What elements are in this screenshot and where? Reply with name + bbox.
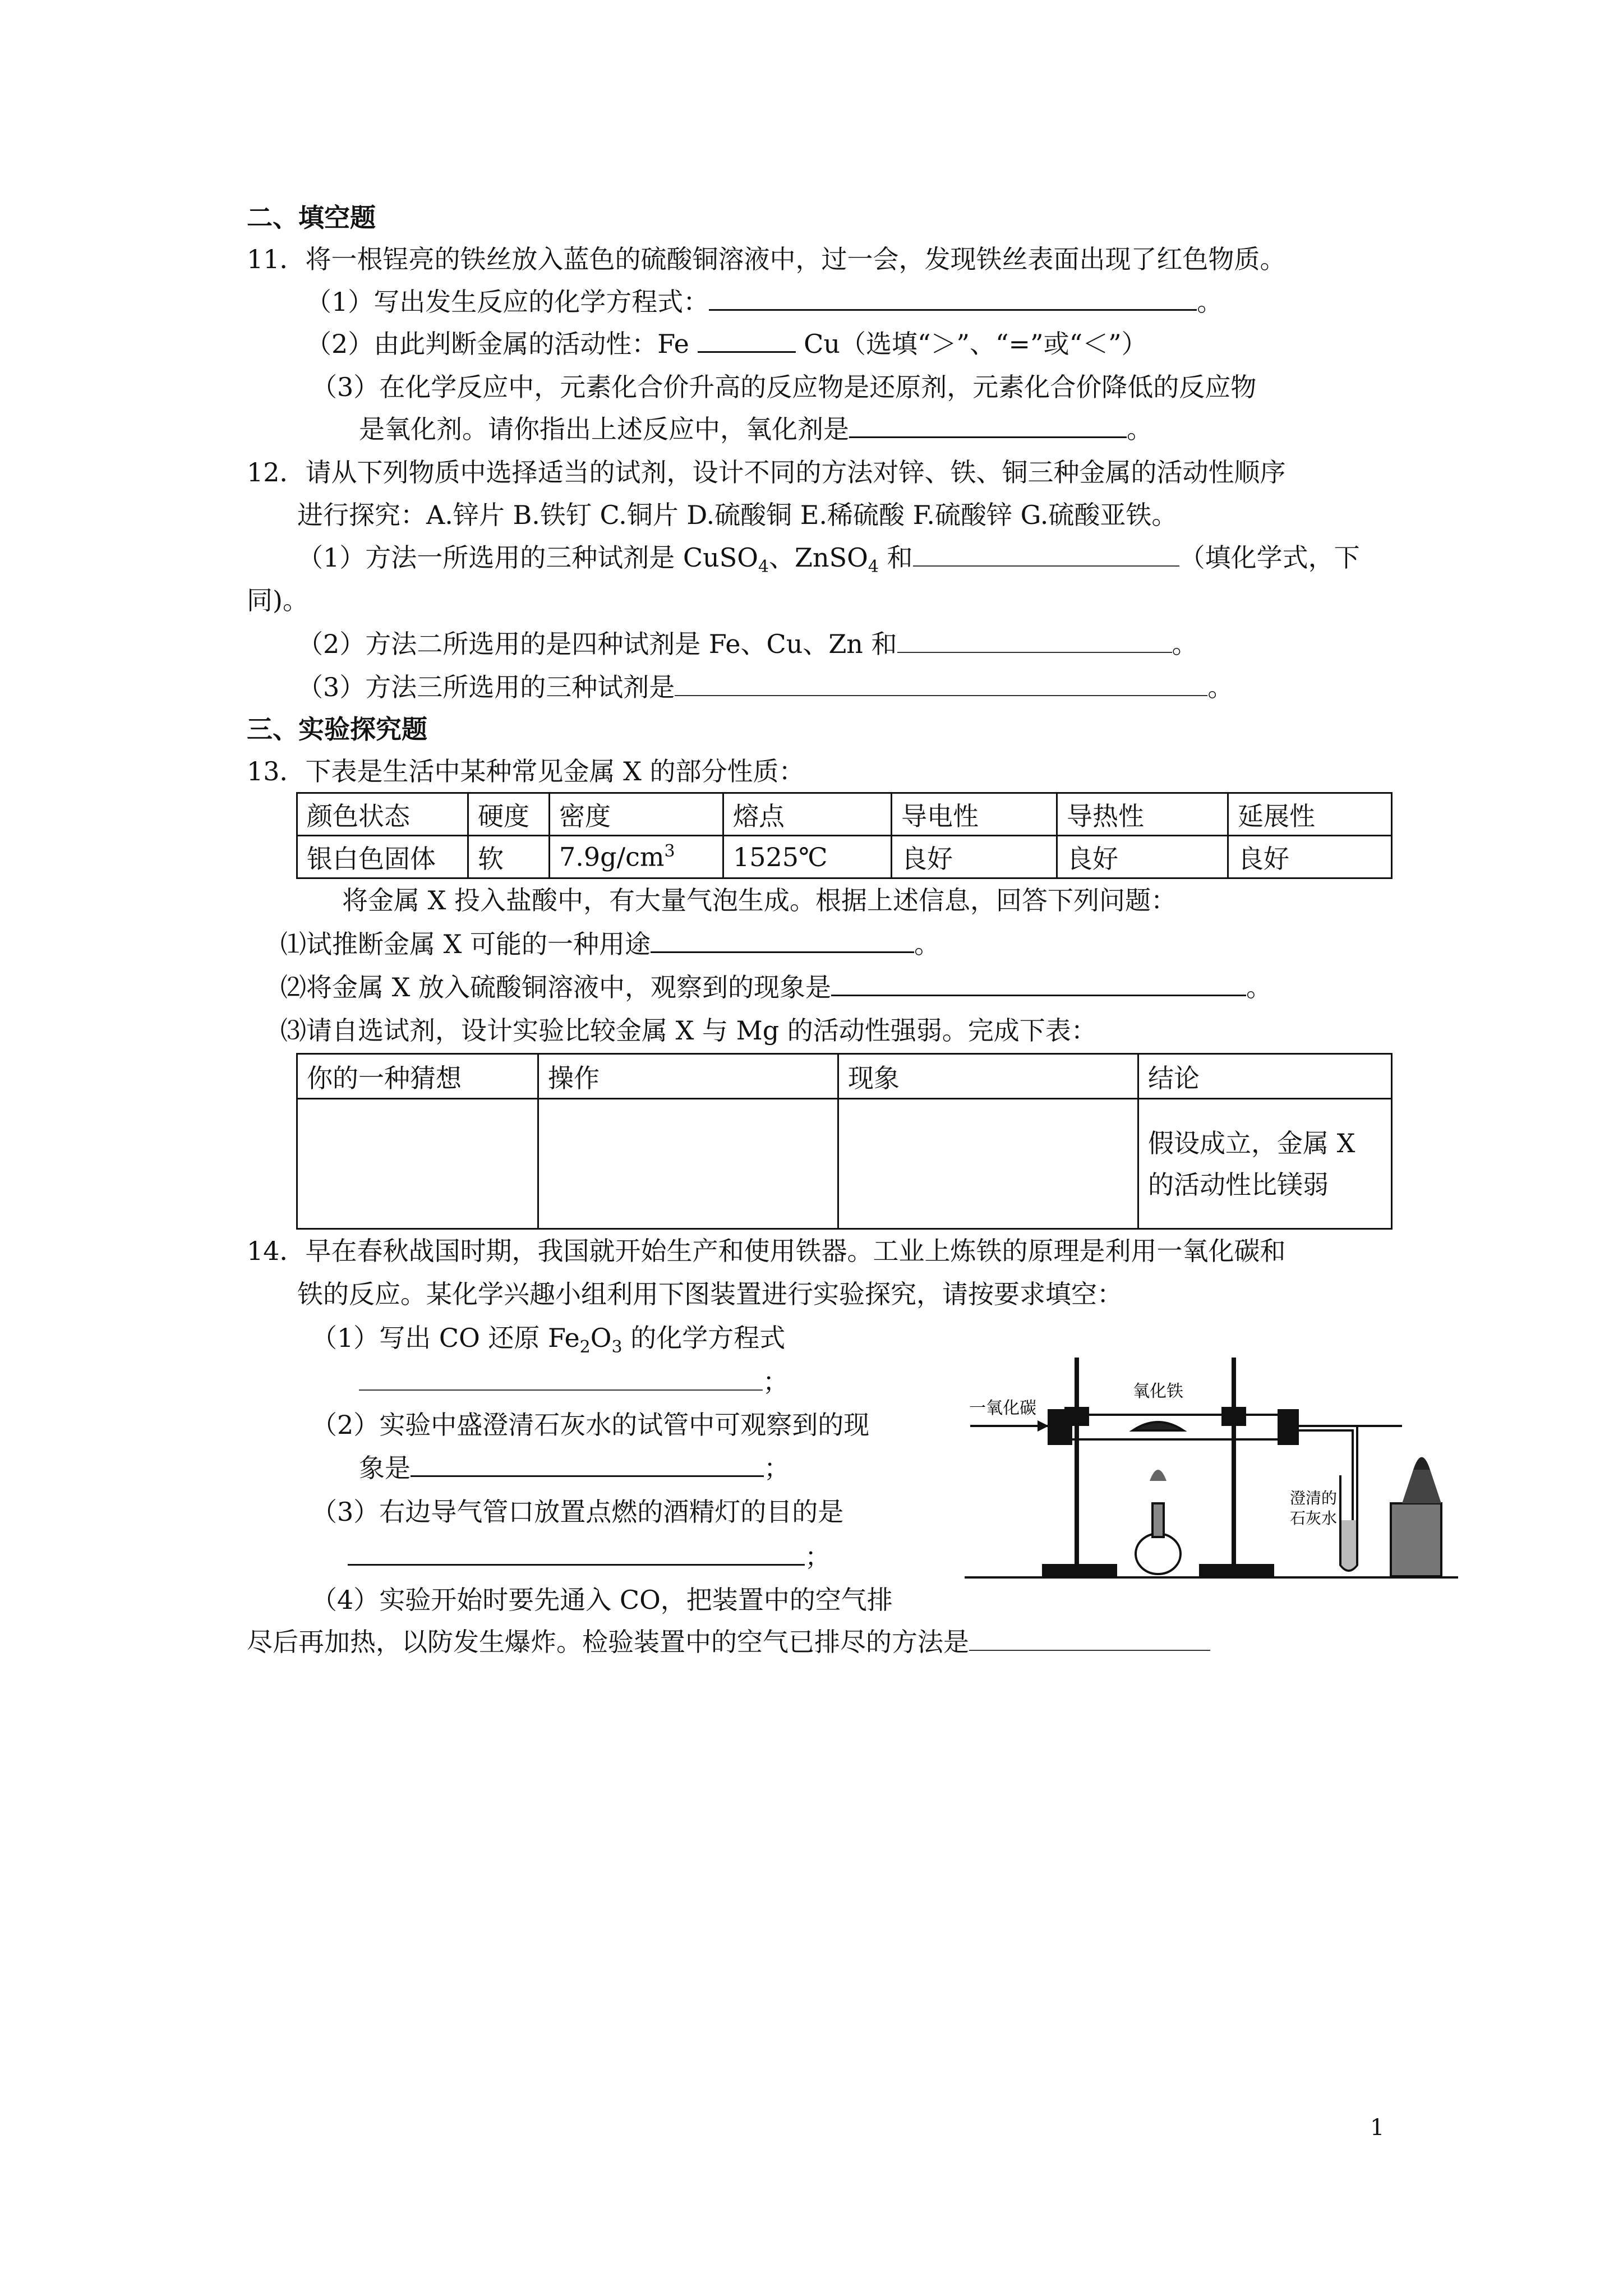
table-header-cell: 结论 [1138,1054,1392,1099]
q13-part1 [280,927,940,961]
q11-part1 [306,285,1223,319]
q13-answer-blank-2[interactable] [831,972,1246,996]
q14-part1-sub1: 2 [579,1337,591,1358]
table-row [297,1054,1392,1099]
q11-part3-line1: （3）在化学反应中，元素化合价升高的反应物是还原剂，元素化合价降低的反应物 [311,372,1257,402]
q12-part2-text: （2）方法二所选用的是四种试剂是 Fe、Cu、Zn 和 [297,629,897,659]
right-stand-base [1200,1565,1273,1577]
q14-part3: （3）右边导气管口放置点燃的酒精灯的目的是 [311,1497,844,1527]
table-row [297,793,1392,836]
table-header-cell: 熔点 [723,793,892,836]
q13-part2-end: 。 [1246,972,1272,1002]
alcohol-lamp-flame [1413,1457,1430,1470]
label-limewater-2: 石灰水 [1290,1509,1338,1527]
q14-part1-sub2: 3 [611,1337,623,1358]
table-cell-density [550,836,723,878]
q12-part1-text-b: 、ZnSO [769,542,868,573]
table-header-cell: 密度 [550,793,723,836]
alcohol-lamp-top [1402,1470,1441,1503]
q14-part1 [311,1321,785,1364]
q14-part1-text-b: O [590,1323,612,1353]
left-stand-base [1043,1565,1116,1577]
q13-experiment-table [296,1053,1393,1230]
table-row [297,1099,1392,1229]
q14-part4-line1: （4）实验开始时要先通入 CO，把装置中的空气排 [311,1585,893,1615]
q12-part3-end: 。 [1207,672,1234,702]
q12-part1-text-d: （填化学式，下 [1179,542,1360,573]
iron-oxide-powder [1133,1422,1183,1430]
table-cell: 良好 [1057,836,1228,878]
q12-part2 [297,627,1198,661]
q14-part3-answer-line [348,1540,831,1573]
q14-part2-end: ； [764,1453,790,1483]
q14-part2-line2 [359,1451,790,1485]
density-value: 7.9g/cm [559,841,665,872]
q12-answer-blank-1[interactable] [913,543,1179,567]
q11-part3-line2 [359,412,1152,446]
q11-stem: 11．将一根锃亮的铁丝放入蓝色的硫酸铜溶液中，过一会，发现铁丝表面出现了红色物质。 [247,244,1286,274]
q13-stem: 13．下表是生活中某种常见金属 X 的部分性质： [247,756,805,786]
q14-stem-line2: 铁的反应。某化学兴趣小组利用下图装置进行实验探究，请按要求填空： [297,1279,1123,1309]
q13-part3: ⑶请自选试剂，设计实验比较金属 X 与 Mg 的活动性强弱。完成下表： [280,1015,1097,1046]
q13-part2-text: ⑵将金属 X 放入硫酸铜溶液中，观察到的现象是 [280,972,831,1002]
right-stopper [1279,1410,1298,1444]
q14-answer-blank-4[interactable] [969,1627,1210,1651]
operation-answer-cell[interactable] [538,1099,838,1229]
table-header-cell: 导热性 [1057,793,1228,836]
q14-answer-blank-2[interactable] [411,1453,764,1477]
q12-part1 [297,541,1360,584]
table-header-cell: 操作 [538,1054,838,1099]
q12-answer-blank-3[interactable] [675,673,1207,696]
left-stopper [1049,1410,1071,1444]
q13-part1-text: ⑴试推断金属 X 可能的一种用途 [280,929,651,959]
q12-stem-line2: 进行探究：A.锌片 B.铁钉 C.铜片 D.硫酸铜 E.稀硫酸 F.硫酸锌 G.硫酸亚铁。 [297,500,1178,530]
burner-body [1136,1534,1181,1574]
co-reduction-apparatus-figure [965,1335,1458,1582]
section-2-title: 二、填空题 [247,203,376,233]
section-3-title: 三、实验探究题 [247,714,427,744]
q14-part1-text-c: 的化学方程式 [622,1323,786,1353]
q12-part1-text-c: 和 [878,542,913,573]
q13-part1-end: 。 [914,929,940,959]
burner-neck [1152,1503,1164,1537]
label-limewater-1: 澄清的 [1290,1489,1338,1507]
q12-part1-line2: 同)。 [247,585,308,615]
q11-part1-text: （1）写出发生反应的化学方程式： [306,287,709,317]
page-number: 1 [1370,2115,1385,2141]
table-cell: 软 [468,836,550,878]
q12-part1-text-a: （1）方法一所选用的三种试剂是 CuSO [297,542,758,573]
q11-answer-blank-1[interactable] [709,287,1197,311]
q11-part3-end: 。 [1127,414,1152,444]
label-co: 一氧化碳 [969,1398,1036,1418]
q13-intro: 将金属 X 投入盐酸中，有大量气泡生成。根据上述信息，回答下列问题： [342,885,1177,915]
q14-part1-end: ； [763,1366,789,1397]
table-header-cell: 延展性 [1228,793,1392,836]
q14-answer-blank-1[interactable] [359,1367,763,1391]
q14-part4-text: 尽后再加热，以防发生爆炸。检验装置中的空气已排尽的方法是 [247,1627,969,1657]
q13-answer-blank-1[interactable] [651,929,914,953]
table-header-cell: 现象 [838,1054,1138,1099]
density-unit-sup: 3 [664,841,675,862]
q12-part1-sub2: 4 [868,557,879,577]
q14-part1-answer-line [359,1365,789,1398]
table-cell: 良好 [1228,836,1392,878]
q12-part2-end: 。 [1172,629,1198,659]
q14-answer-blank-3[interactable] [348,1542,805,1566]
q14-part1-text-a: （1）写出 CO 还原 Fe [311,1323,580,1353]
table-cell: 良好 [892,836,1057,878]
label-fe2o3: 氧化铁 [1133,1382,1183,1401]
q11-answer-blank-2[interactable] [698,329,796,353]
q13-part2 [280,970,1272,1004]
q11-answer-blank-3[interactable] [849,414,1127,438]
q14-stem-line1: 14．早在春秋战国时期，我国就开始生产和使用铁器。工业上炼铁的原理是利用一氧化碳和 [247,1236,1286,1266]
q14-part4-line2 [247,1625,1210,1659]
phenomenon-answer-cell[interactable] [838,1099,1138,1229]
q12-stem-line1: 12．请从下列物质中选择适当的试剂，设计不同的方法对锌、铁、铜三种金属的活动性顺序 [247,457,1286,487]
q14-part2-text: 象是 [359,1453,411,1483]
limewater [1341,1520,1356,1570]
table-cell: 银白色固体 [297,836,468,878]
burner-flame [1150,1470,1166,1481]
table-header-cell: 导电性 [892,793,1057,836]
guess-answer-cell[interactable] [297,1099,538,1229]
conclusion-line-2: 的活动性比镁弱 [1148,1169,1329,1200]
table-row [297,836,1392,878]
q11-part3-text: 是氧化剂。请你指出上述反应中，氧化剂是 [359,414,849,444]
q11-part2-text-a: （2）由此判断金属的活动性：Fe [306,329,689,359]
right-clamp [1223,1408,1245,1425]
table-header-cell: 硬度 [468,793,550,836]
q12-part1-sub1: 4 [758,557,769,577]
q12-part3-text: （3）方法三所选用的三种试剂是 [297,672,675,702]
conclusion-line-1: 假设成立，金属 X [1148,1128,1355,1158]
q13-properties-table [296,792,1393,879]
table-header-cell: 颜色状态 [297,793,468,836]
inlet-arrow [1038,1420,1049,1432]
table-cell: 1525℃ [723,836,892,878]
q14-part2-line1: （2）实验中盛澄清石灰水的试管中可观察到的现 [311,1410,870,1440]
q11-part2 [306,327,1147,361]
q12-answer-blank-2[interactable] [897,629,1172,653]
table-header-cell: 你的一种猜想 [297,1054,538,1099]
conclusion-cell [1138,1099,1392,1229]
alcohol-lamp-body [1391,1503,1441,1576]
q11-part2-text-b: Cu（选填“＞”、“=”或“＜”） [804,329,1147,359]
q11-part1-end: 。 [1197,287,1223,317]
q14-part3-end: ； [805,1542,831,1572]
q12-part3 [297,670,1233,704]
